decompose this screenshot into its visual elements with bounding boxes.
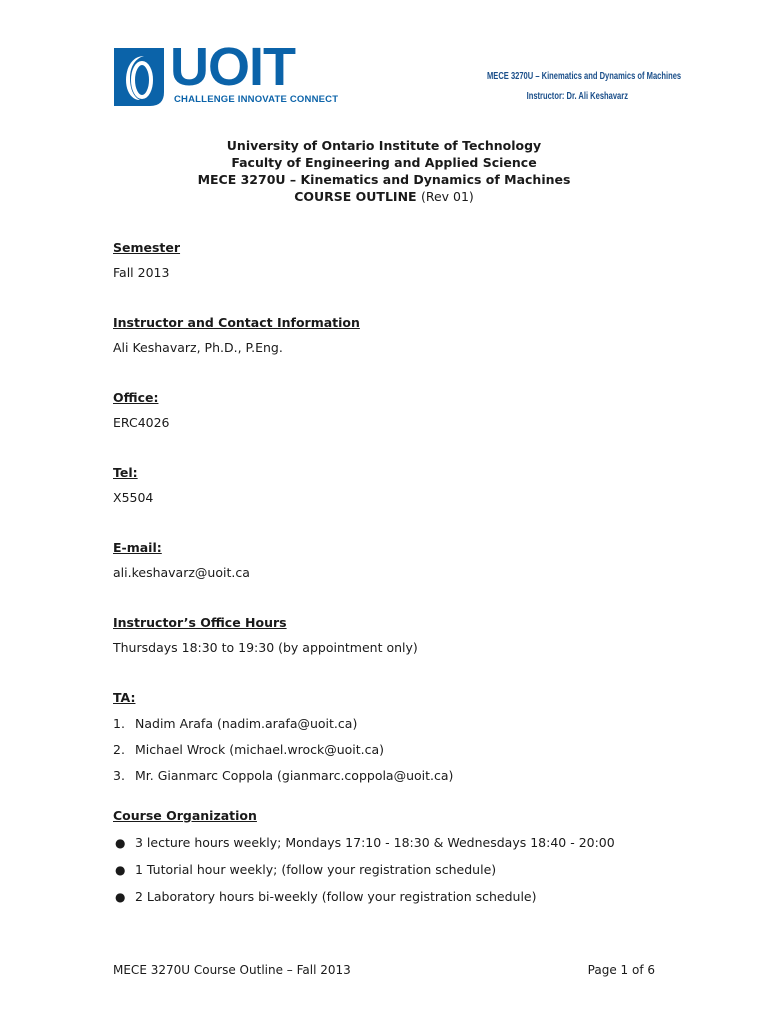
- page-footer: [113, 961, 655, 979]
- uoit-logo: [114, 37, 339, 108]
- logo-wordmark: UOIT: [170, 37, 295, 97]
- document-body: [113, 239, 673, 915]
- ta-heading: TA:: [113, 690, 136, 705]
- ta-entry: Mr. Gianmarc Coppola (gianmarc.coppola@uoit.ca): [135, 768, 454, 783]
- document-title: [0, 137, 768, 205]
- email-value[interactable]: ali.keshavarz@uoit.ca: [113, 565, 250, 580]
- page-header-right: [487, 66, 682, 106]
- title-faculty: Faculty of Engineering and Applied Science: [231, 155, 537, 170]
- semester-heading: Semester: [113, 240, 181, 255]
- title-course: MECE 3270U – Kinematics and Dynamics of Machines: [197, 172, 571, 187]
- title-university: University of Ontario Institute of Technology: [226, 138, 542, 153]
- list-item: [113, 741, 673, 759]
- title-outline-label: COURSE OUTLINE: [294, 189, 417, 204]
- tel-value: X5504: [113, 490, 154, 505]
- organization-entry: 1 Tutorial hour weekly; (follow your registration schedule): [135, 862, 497, 877]
- header-course-line: MECE 3270U – Kinematics and Dynamics of Machines: [487, 70, 682, 82]
- list-item: [113, 888, 673, 906]
- email-heading: E-mail:: [113, 540, 162, 555]
- organization-entry: 3 lecture hours weekly; Mondays 17:10 - 18:30 & Wednesdays 18:40 - 20:00: [135, 835, 615, 850]
- list-number: 2.: [113, 742, 125, 757]
- office-hours-value: Thursdays 18:30 to 19:30 (by appointment only): [113, 640, 418, 655]
- page-number: Page 1 of 6: [587, 963, 655, 977]
- list-number: 3.: [113, 768, 125, 783]
- ta-entry: Michael Wrock (michael.wrock@uoit.ca): [135, 742, 385, 757]
- uoit-shield-icon: [114, 46, 164, 106]
- ta-entry: Nadim Arafa (nadim.arafa@uoit.ca): [135, 716, 358, 731]
- logo-tagline: CHALLENGE INNOVATE CONNECT: [174, 94, 339, 105]
- header-instructor-line: Instructor: Dr. Ali Keshavarz: [526, 90, 628, 102]
- course-organization-heading: Course Organization: [113, 808, 257, 823]
- organization-entry: 2 Laboratory hours bi-weekly (follow your registration schedule): [135, 889, 537, 904]
- list-item: [113, 861, 673, 879]
- list-number: 1.: [113, 716, 125, 731]
- instructor-value: Ali Keshavarz, Ph.D., P.Eng.: [113, 340, 283, 355]
- bullet-icon: ●: [115, 836, 126, 850]
- list-item: [113, 715, 673, 733]
- instructor-heading: Instructor and Contact Information: [113, 315, 360, 330]
- ta-list: [113, 715, 673, 785]
- title-outline: [0, 188, 768, 205]
- course-organization-list: [113, 834, 673, 906]
- office-heading: Office:: [113, 390, 159, 405]
- list-item: [113, 767, 673, 785]
- office-hours-heading: Instructor’s Office Hours: [113, 615, 287, 630]
- tel-heading: Tel:: [113, 465, 138, 480]
- bullet-icon: ●: [115, 863, 126, 877]
- list-item: [113, 834, 673, 852]
- bullet-icon: ●: [115, 890, 126, 904]
- semester-value: Fall 2013: [113, 265, 170, 280]
- title-revision: (Rev 01): [420, 189, 474, 204]
- footer-course-label: MECE 3270U Course Outline – Fall 2013: [113, 963, 351, 977]
- office-value: ERC4026: [113, 415, 170, 430]
